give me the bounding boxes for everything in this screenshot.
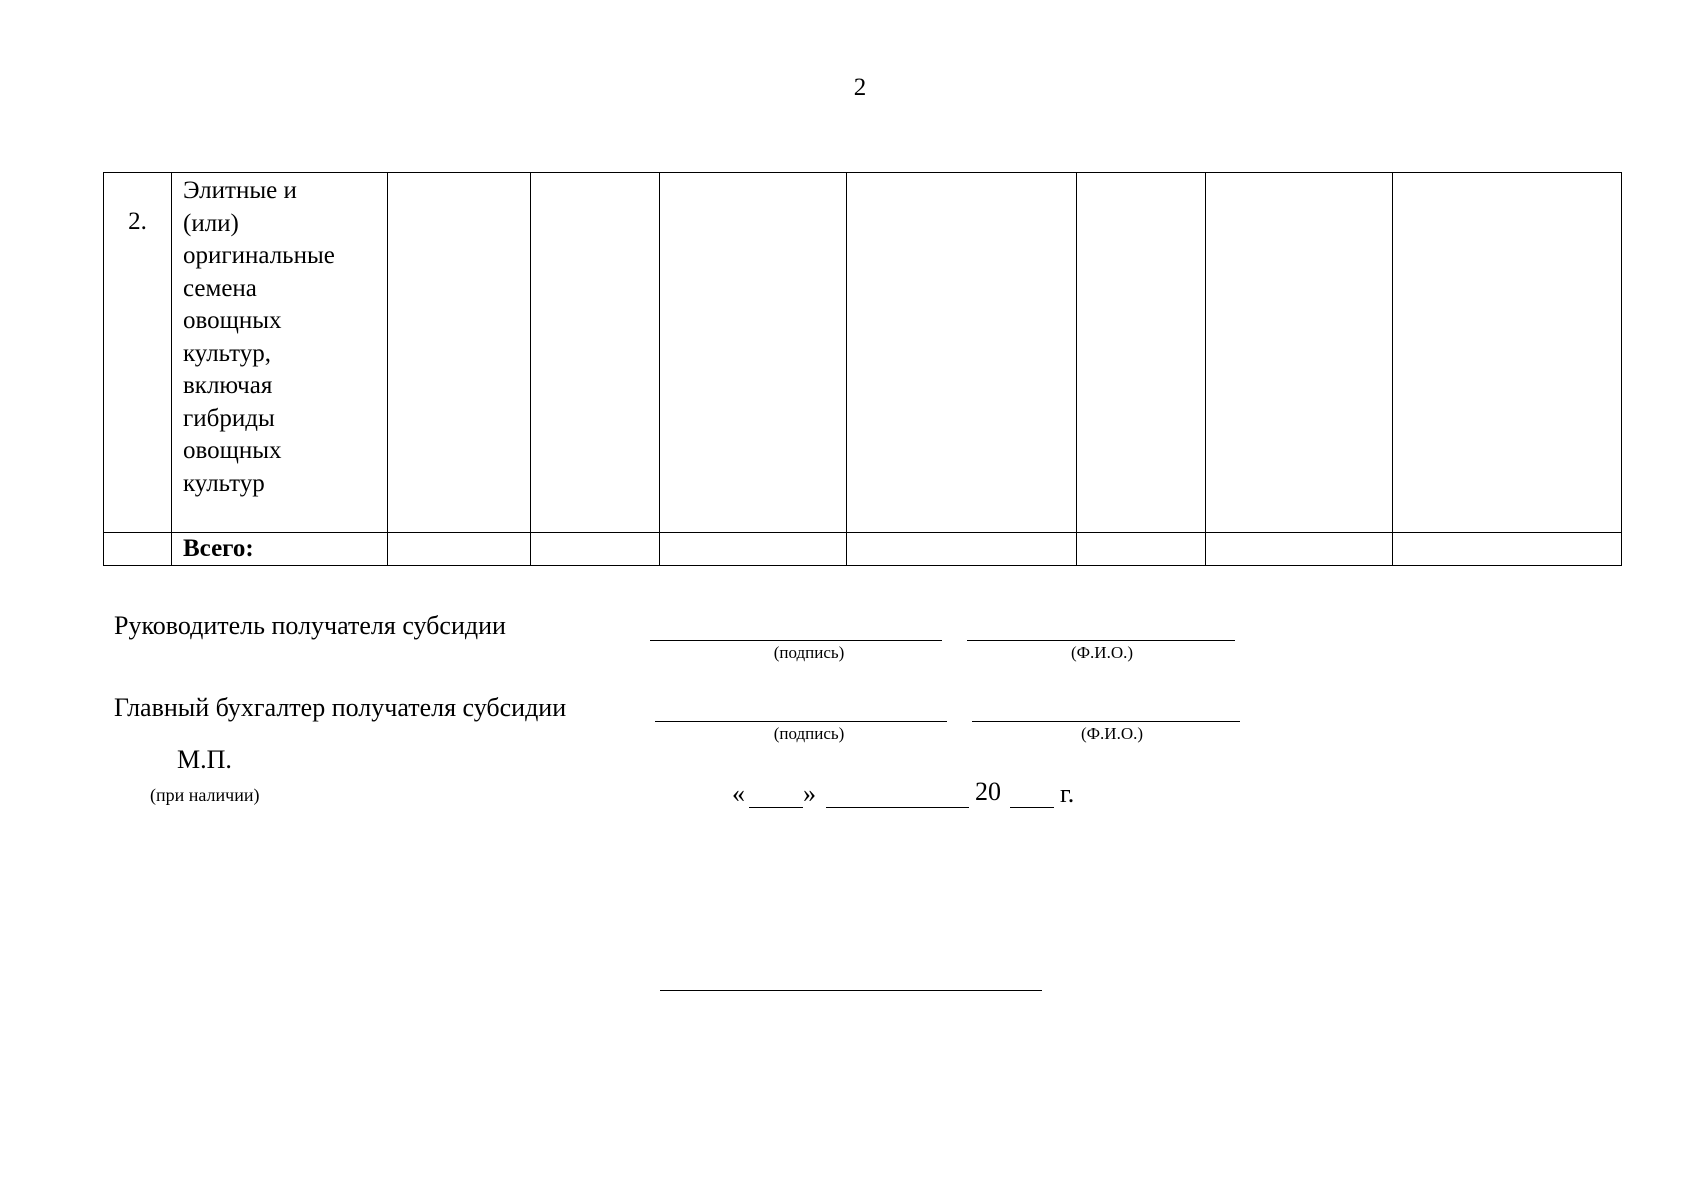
row-name-line: оригинальные xyxy=(183,242,335,269)
row-number-cell: 2. xyxy=(104,173,172,533)
subsidy-table xyxy=(103,172,1622,566)
stamp-note: (при наличии) xyxy=(150,785,260,805)
row-name-line: гибриды xyxy=(183,404,275,432)
empty-cell xyxy=(1206,173,1393,533)
accountant-role-label: Главный бухгалтер получателя субсидии xyxy=(114,693,567,722)
row-number-cell xyxy=(104,533,172,566)
empty-cell xyxy=(1393,533,1622,566)
accountant-signature-line[interactable] xyxy=(655,721,947,722)
row-name-line: включая xyxy=(183,372,273,399)
row-name-line: овощных xyxy=(183,437,282,464)
empty-cell xyxy=(1393,173,1622,533)
head-name-line[interactable] xyxy=(967,640,1235,641)
empty-cell xyxy=(847,533,1077,566)
row-name-line: семена xyxy=(183,274,257,302)
empty-cell xyxy=(1077,533,1206,566)
row-name-cell xyxy=(172,173,388,533)
row-name-line: овощных xyxy=(183,307,282,334)
page-number: 2 xyxy=(853,74,867,101)
head-signature-line[interactable] xyxy=(650,640,942,641)
head-role-label: Руководитель получателя субсидии xyxy=(114,611,506,640)
empty-cell xyxy=(660,533,847,566)
date-day-line[interactable] xyxy=(749,807,803,808)
empty-cell xyxy=(1077,173,1206,533)
empty-cell xyxy=(1206,533,1393,566)
footer-rule xyxy=(660,990,1042,991)
total-label-cell: Всего: xyxy=(172,533,388,566)
head-signature-caption: (подпись) xyxy=(773,643,845,662)
empty-cell xyxy=(388,173,531,533)
table-row xyxy=(104,173,1622,533)
date-year-prefix: 20 xyxy=(975,777,1001,806)
empty-cell xyxy=(388,533,531,566)
row-name-line: культур xyxy=(183,469,265,497)
date-year-suffix: г. xyxy=(1060,779,1075,808)
head-name-caption: (Ф.И.О.) xyxy=(1070,643,1134,662)
table-row-total xyxy=(104,533,1622,566)
accountant-name-line[interactable] xyxy=(972,721,1240,722)
date-month-line[interactable] xyxy=(826,807,969,808)
accountant-name-caption: (Ф.И.О.) xyxy=(1080,724,1144,743)
date-close-quote: » xyxy=(803,779,816,808)
date-year-line[interactable] xyxy=(1010,807,1054,808)
row-name-line: (или) xyxy=(183,209,239,237)
accountant-signature-caption: (подпись) xyxy=(773,724,845,743)
stamp-label: М.П. xyxy=(177,745,232,774)
empty-cell xyxy=(660,173,847,533)
row-name-line: культур, xyxy=(183,339,271,367)
empty-cell xyxy=(847,173,1077,533)
row-name-line: Элитные и xyxy=(183,177,297,204)
empty-cell xyxy=(531,173,660,533)
empty-cell xyxy=(531,533,660,566)
date-open-quote: « xyxy=(732,779,745,808)
